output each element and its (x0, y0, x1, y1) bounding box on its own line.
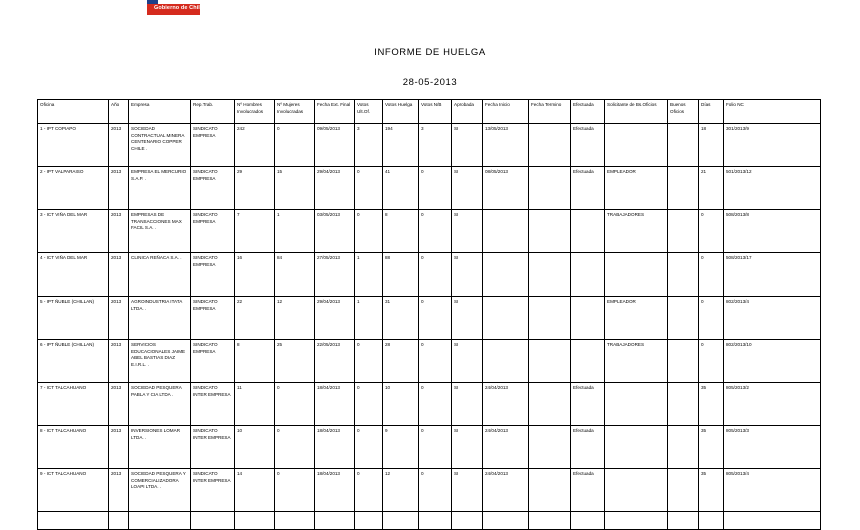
cell-aprobada: SI (452, 469, 483, 512)
cell-buenos-oficios (668, 512, 699, 530)
cell-fecha-termino (529, 469, 571, 512)
cell-votos-ult: 0 (355, 469, 383, 512)
cell-votos-huelga: 10 (383, 383, 419, 426)
cell-fecha-inicio: 08/05/2013 (483, 167, 529, 210)
cell-mujeres: 25 (275, 340, 315, 383)
cell-votos-nb: 0 (419, 167, 452, 210)
col-buenos-oficios: Buenos Oficios (668, 100, 699, 124)
cell-fecha-termino (529, 210, 571, 253)
cell-rep-trab: SINDICATO EMPRESA (191, 253, 235, 297)
logo-text: Gobierno de Chile (154, 5, 204, 11)
cell-ano: 2013 (109, 297, 129, 340)
cell-rep-trab: SINDICATO EMPRESA (191, 297, 235, 340)
cell-folio: 802/2013/10 (724, 340, 821, 383)
cell-fecha-ext (315, 512, 355, 530)
cell-aprobada: SI (452, 124, 483, 167)
report-title: INFORME DE HUELGA (374, 47, 486, 58)
cell-buenos-oficios (668, 383, 699, 426)
cell-aprobada: SI (452, 340, 483, 383)
cell-empresa: EMPRESAS DE TRANSACCIONES MAX FACIL S.A. . (129, 210, 191, 253)
cell-oficina: 9 - ICT TALCAHUANO (38, 469, 109, 512)
col-hombres: Nº Hombres Involucrados (235, 100, 275, 124)
cell-dias: 0 (699, 210, 724, 253)
table-row (38, 167, 821, 210)
cell-fecha-ext: 09/05/2013 (315, 124, 355, 167)
cell-folio: 805/2013/3 (724, 426, 821, 469)
cell-efectuada: Efectuada (571, 167, 605, 210)
cell-votos-huelga: 9 (383, 426, 419, 469)
cell-empresa: SOCIEDAD PESQUERA PABLA Y CIA LTDA . (129, 383, 191, 426)
cell-fecha-termino (529, 253, 571, 297)
cell-oficina: 7 - ICT TALCAHUANO (38, 383, 109, 426)
cell-rep-trab: SINDICATO EMPRESA (191, 124, 235, 167)
cell-mujeres: 1 (275, 210, 315, 253)
cell-buenos-oficios (668, 340, 699, 383)
cell-fecha-inicio (483, 253, 529, 297)
table-row (38, 210, 821, 253)
report-date: 28-05-2013 (402, 77, 458, 88)
cell-solicitante: TRABAJADORES (605, 210, 668, 253)
cell-fecha-ext: 18/04/2013 (315, 469, 355, 512)
cell-empresa: SERVICIOS EDUCACIONALES JAIME ABEL BASTIAS DIAZ E.I.R.L. . (129, 340, 191, 383)
cell-fecha-termino (529, 297, 571, 340)
cell-votos-huelga: 8 (383, 210, 419, 253)
cell-buenos-oficios (668, 167, 699, 210)
cell-empresa: CLINICA REÑACA S.A. . (129, 253, 191, 297)
cell-hombres: 29 (235, 167, 275, 210)
cell-solicitante (605, 469, 668, 512)
cell-oficina: 3 - ICT VIÑA DEL MAR (38, 210, 109, 253)
cell-dias: 0 (699, 340, 724, 383)
cell-hombres: 10 (235, 426, 275, 469)
cell-fecha-ext: 27/05/2013 (315, 253, 355, 297)
cell-buenos-oficios (668, 124, 699, 167)
cell-hombres: 22 (235, 297, 275, 340)
cell-rep-trab: SINDICATO INTER EMPRESA (191, 426, 235, 469)
cell-fecha-ext: 18/04/2013 (315, 383, 355, 426)
cell-folio: 508/2013/8 (724, 210, 821, 253)
cell-rep-trab (191, 512, 235, 530)
cell-aprobada: SI (452, 210, 483, 253)
cell-votos-ult: 1 (355, 253, 383, 297)
cell-solicitante: EMPLEADOR (605, 167, 668, 210)
cell-folio (724, 512, 821, 530)
cell-mujeres: 12 (275, 297, 315, 340)
cell-aprobada (452, 512, 483, 530)
cell-fecha-termino (529, 167, 571, 210)
col-folio: Folio NC (724, 100, 821, 124)
cell-fecha-termino (529, 426, 571, 469)
cell-empresa: INVERSIONES LOMAR LTDA. . (129, 426, 191, 469)
cell-oficina: 5 - IPT ÑUBLE (CHILLAN) (38, 297, 109, 340)
strike-report-table (37, 99, 821, 530)
cell-efectuada (571, 340, 605, 383)
cell-hombres: 16 (235, 253, 275, 297)
cell-votos-ult: 0 (355, 383, 383, 426)
cell-fecha-inicio (483, 297, 529, 340)
table-row (38, 426, 821, 469)
cell-fecha-inicio: 24/04/2013 (483, 469, 529, 512)
cell-dias (699, 512, 724, 530)
table-row (38, 253, 821, 297)
cell-rep-trab: SINDICATO EMPRESA (191, 167, 235, 210)
cell-dias: 21 (699, 167, 724, 210)
table-row (38, 124, 821, 167)
cell-votos-nb: 0 (419, 297, 452, 340)
col-aprobada: Aprobada (452, 100, 483, 124)
table-row (38, 340, 821, 383)
cell-votos-huelga: 31 (383, 297, 419, 340)
cell-fecha-inicio: 13/05/2013 (483, 124, 529, 167)
cell-mujeres (275, 512, 315, 530)
cell-aprobada: SI (452, 253, 483, 297)
col-dias: Días (699, 100, 724, 124)
col-votos-huelga: Votos Huelga (383, 100, 419, 124)
cell-solicitante (605, 124, 668, 167)
col-efectuada: Efectuada (571, 100, 605, 124)
cell-aprobada: SI (452, 383, 483, 426)
cell-solicitante (605, 383, 668, 426)
cell-fecha-ext: 22/05/2013 (315, 340, 355, 383)
cell-efectuada: Efectuada (571, 383, 605, 426)
cell-rep-trab: SINDICATO EMPRESA (191, 210, 235, 253)
cell-ano: 2013 (109, 253, 129, 297)
col-oficina: Oficina (38, 100, 109, 124)
cell-fecha-ext: 18/04/2013 (315, 426, 355, 469)
cell-fecha-inicio (483, 340, 529, 383)
cell-rep-trab: SINDICATO INTER EMPRESA (191, 469, 235, 512)
cell-mujeres: 0 (275, 426, 315, 469)
cell-empresa: SOCIEDAD CONTRACTUAL MINERA CENTENARIO COPPER CHILE . (129, 124, 191, 167)
cell-solicitante: EMPLEADOR (605, 297, 668, 340)
cell-empresa (129, 512, 191, 530)
cell-efectuada (571, 210, 605, 253)
cell-oficina: 2 - IPT VALPARAISO (38, 167, 109, 210)
cell-hombres: 7 (235, 210, 275, 253)
cell-dias: 0 (699, 253, 724, 297)
cell-ano: 2013 (109, 469, 129, 512)
cell-mujeres: 84 (275, 253, 315, 297)
cell-folio: 301/2013/9 (724, 124, 821, 167)
cell-votos-huelga: 12 (383, 469, 419, 512)
cell-aprobada: SI (452, 167, 483, 210)
cell-oficina: 1 - IPT COPIAPO (38, 124, 109, 167)
cell-empresa: AGROINDUSTRIA ITATA LTDA. . (129, 297, 191, 340)
cell-votos-huelga (383, 512, 419, 530)
cell-hombres (235, 512, 275, 530)
cell-dias: 35 (699, 426, 724, 469)
cell-buenos-oficios (668, 253, 699, 297)
col-ano: Año (109, 100, 129, 124)
cell-folio: 805/2013/4 (724, 469, 821, 512)
cell-oficina: 4 - ICT VIÑA DEL MAR (38, 253, 109, 297)
cell-votos-ult: 0 (355, 167, 383, 210)
cell-fecha-inicio: 24/04/2013 (483, 426, 529, 469)
cell-efectuada: Efectuada (571, 469, 605, 512)
col-mujeres: Nº Mujeres Involucradas (275, 100, 315, 124)
cell-rep-trab: SINDICATO EMPRESA (191, 340, 235, 383)
table-row (38, 383, 821, 426)
cell-votos-huelga: 194 (383, 124, 419, 167)
cell-votos-nb: 0 (419, 340, 452, 383)
cell-ano: 2013 (109, 340, 129, 383)
table-row (38, 469, 821, 512)
cell-oficina (38, 512, 109, 530)
cell-oficina: 6 - IPT ÑUBLE (CHILLAN) (38, 340, 109, 383)
cell-fecha-termino (529, 340, 571, 383)
cell-votos-nb: 0 (419, 426, 452, 469)
col-votos-nb: Votos N/B (419, 100, 452, 124)
cell-dias: 0 (699, 297, 724, 340)
cell-fecha-inicio: 24/04/2013 (483, 383, 529, 426)
cell-votos-nb: 3 (419, 124, 452, 167)
table-header-row (38, 100, 821, 124)
cell-fecha-ext: 29/04/2013 (315, 297, 355, 340)
cell-votos-ult: 0 (355, 426, 383, 469)
cell-mujeres: 0 (275, 124, 315, 167)
cell-fecha-inicio (483, 512, 529, 530)
col-rep-trab: Rep.Trab. (191, 100, 235, 124)
cell-buenos-oficios (668, 469, 699, 512)
cell-fecha-inicio (483, 210, 529, 253)
cell-votos-ult: 0 (355, 340, 383, 383)
cell-fecha-ext: 03/05/2013 (315, 210, 355, 253)
cell-oficina: 8 - ICT TALCAHUANO (38, 426, 109, 469)
col-fecha-ext: Fecha Ext. Final (315, 100, 355, 124)
cell-empresa: SOCIEDAD PESQUERA Y COMERCIALIZADORA LOAPI LTDA. . (129, 469, 191, 512)
cell-hombres: 11 (235, 383, 275, 426)
cell-folio: 805/2013/2 (724, 383, 821, 426)
cell-votos-nb: 0 (419, 469, 452, 512)
cell-ano: 2013 (109, 383, 129, 426)
cell-folio: 508/2013/17 (724, 253, 821, 297)
gobierno-logo (147, 0, 204, 15)
cell-solicitante (605, 512, 668, 530)
col-fecha-inicio: Fecha Inicio (483, 100, 529, 124)
table-row (38, 512, 821, 530)
cell-hombres: 242 (235, 124, 275, 167)
cell-dias: 35 (699, 383, 724, 426)
cell-votos-nb: 0 (419, 210, 452, 253)
cell-fecha-termino (529, 383, 571, 426)
cell-ano: 2013 (109, 124, 129, 167)
cell-efectuada (571, 512, 605, 530)
cell-ano: 2013 (109, 426, 129, 469)
cell-votos-ult: 0 (355, 210, 383, 253)
cell-solicitante: TRABAJADORES (605, 340, 668, 383)
cell-fecha-termino (529, 124, 571, 167)
cell-votos-ult: 1 (355, 297, 383, 340)
cell-ano: 2013 (109, 167, 129, 210)
cell-folio: 802/2013/4 (724, 297, 821, 340)
cell-hombres: 14 (235, 469, 275, 512)
cell-rep-trab: SINDICATO INTER EMPRESA (191, 383, 235, 426)
cell-buenos-oficios (668, 297, 699, 340)
cell-fecha-termino (529, 512, 571, 530)
cell-mujeres: 15 (275, 167, 315, 210)
cell-dias: 18 (699, 124, 724, 167)
cell-mujeres: 0 (275, 383, 315, 426)
col-empresa: Empresa (129, 100, 191, 124)
col-fecha-termino: Fecha Termino (529, 100, 571, 124)
cell-ano: 2013 (109, 210, 129, 253)
cell-aprobada: SI (452, 426, 483, 469)
table-row (38, 297, 821, 340)
cell-hombres: 8 (235, 340, 275, 383)
cell-votos-huelga: 28 (383, 340, 419, 383)
cell-mujeres: 0 (275, 469, 315, 512)
cell-efectuada (571, 253, 605, 297)
cell-aprobada: SI (452, 297, 483, 340)
cell-buenos-oficios (668, 426, 699, 469)
cell-efectuada (571, 297, 605, 340)
cell-solicitante (605, 426, 668, 469)
cell-votos-nb: 0 (419, 383, 452, 426)
cell-dias: 35 (699, 469, 724, 512)
cell-ano (109, 512, 129, 530)
cell-votos-nb (419, 512, 452, 530)
cell-folio: 501/2013/12 (724, 167, 821, 210)
cell-votos-ult (355, 512, 383, 530)
cell-empresa: EMPRESA EL MERCURIO S.A.P. . (129, 167, 191, 210)
cell-solicitante (605, 253, 668, 297)
cell-votos-nb: 0 (419, 253, 452, 297)
cell-votos-huelga: 41 (383, 167, 419, 210)
cell-votos-huelga: 88 (383, 253, 419, 297)
col-solicitante: Solicitante de Bs.Oficios (605, 100, 668, 124)
cell-efectuada: Efectuada (571, 124, 605, 167)
cell-efectuada: Efectuada (571, 426, 605, 469)
cell-buenos-oficios (668, 210, 699, 253)
col-votos-ult: Votos Ult.Of. (355, 100, 383, 124)
cell-fecha-ext: 29/04/2013 (315, 167, 355, 210)
cell-votos-ult: 3 (355, 124, 383, 167)
